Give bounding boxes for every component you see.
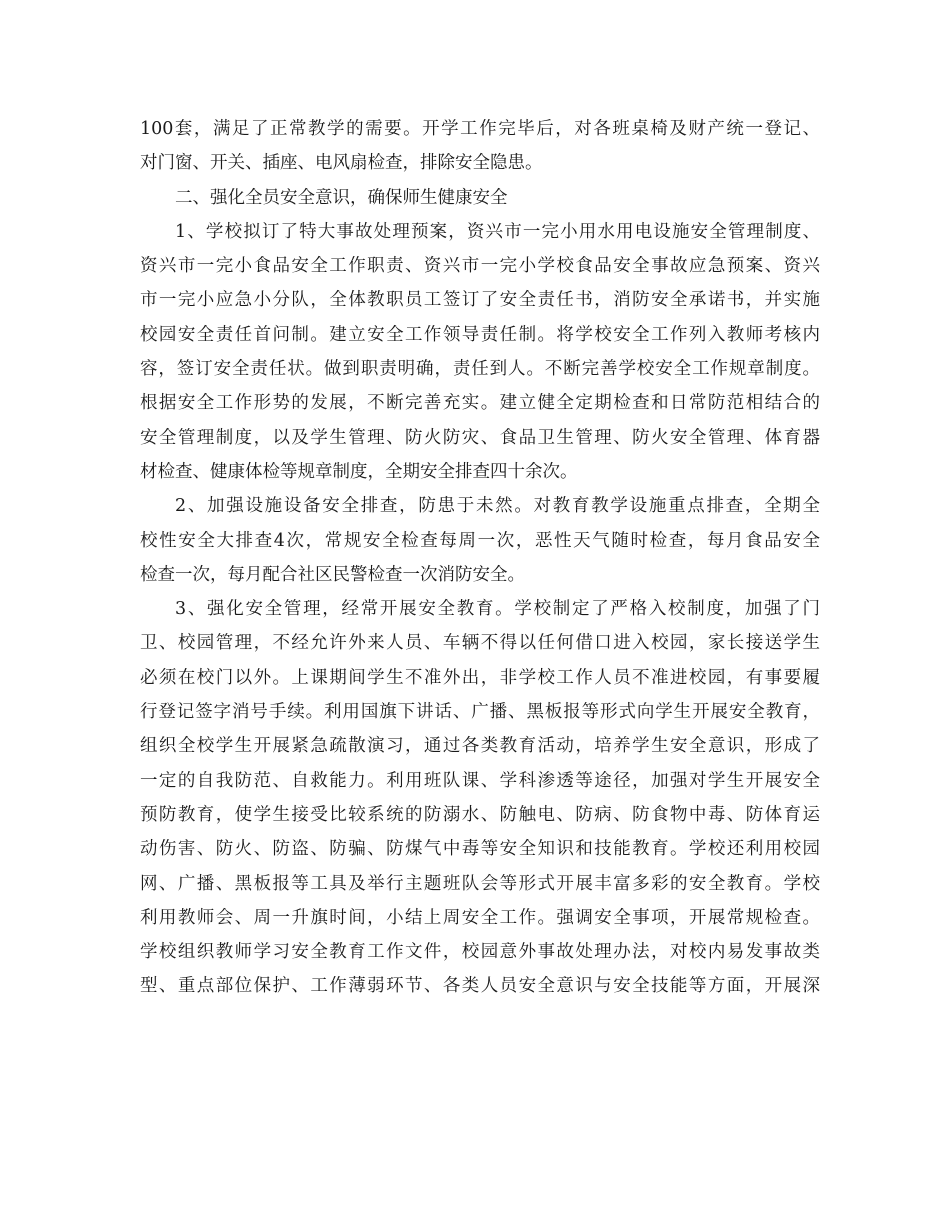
text-line: 网、广播、黑板报等工具及举行主题班队会等形式开展丰富多彩的安全教育。学校 [140, 873, 820, 894]
text-line: 动伤害、防火、防盗、防骗、防煤气中毒等安全知识和技能教育。学校还利用校园 [140, 839, 820, 860]
text-line: 根据安全工作形势的发展，不断完善充实。建立健全定期检查和日常防范相结合的 [140, 393, 820, 414]
text-line: 1、学校拟订了特大事故处理预案，资兴市一完小用水用电设施安全管理制度、 [175, 221, 820, 242]
text-line: 校性安全大排查4次，常规安全检查每周一次，恶性天气随时检查，每月食品安全 [140, 530, 820, 551]
text-line: 一定的自我防范、自救能力。利用班队课、学科渗透等途径，加强对学生开展安全 [140, 770, 820, 791]
text-line: 100套，满足了正常教学的需要。开学工作完毕后，对各班桌椅及财产统一登记、 [140, 119, 820, 139]
text-line: 预防教育，使学生接受比较系统的防溺水、防触电、防病、防食物中毒、防体育运 [140, 804, 820, 825]
text-line: 校园安全责任首问制。建立安全工作领导责任制。将学校安全工作列入教师考核内 [140, 324, 820, 345]
text-line: 学校组织教师学习安全教育工作文件，校园意外事故处理办法，对校内易发事故类 [140, 942, 820, 963]
text-line: 安全管理制度，以及学生管理、防火防灾、食品卫生管理、防火安全管理、体育器 [140, 427, 820, 448]
text-line: 行登记签字消号手续。利用国旗下讲话、广播、黑板报等形式向学生开展安全教育， [140, 702, 820, 723]
text-line: 组织全校学生开展紧急疏散演习，通过各类教育活动，培养学生安全意识，形成了 [140, 736, 820, 757]
text-line: 必须在校门以外。上课期间学生不准外出，非学校工作人员不准进校园，有事要履 [140, 667, 820, 688]
text-line: 3、强化安全管理，经常开展安全教育。学校制定了严格入校制度，加强了门 [175, 599, 820, 620]
section-heading: 二、强化全员安全意识，确保师生健康安全 [175, 187, 508, 208]
text-line: 容，签订安全责任状。做到职责明确，责任到人。不断完善学校安全工作规章制度。 [140, 359, 820, 380]
text-line: 卫、校园管理，不经允许外来人员、车辆不得以任何借口进入校园，家长接送学生 [140, 633, 820, 654]
text-line: 检查一次，每月配合社区民警检查一次消防安全。 [140, 564, 525, 585]
text-line: 材检查、健康体检等规章制度，全期安全排查四十余次。 [140, 461, 578, 482]
text-line: 型、重点部位保护、工作薄弱环节、各类人员安全意识与安全技能等方面，开展深 [140, 976, 820, 997]
text-line: 2、加强设施设备安全排查，防患于未然。对教育教学设施重点排查，全期全 [175, 496, 820, 517]
document-body [140, 112, 820, 1004]
text-line: 对门窗、开关、插座、电风扇检查，排除安全隐患。 [140, 153, 543, 174]
text-line: 资兴市一完小食品安全工作职责、资兴市一完小学校食品安全事故应急预案、资兴 [140, 256, 820, 277]
text-line: 利用教师会、周一升旗时间，小结上周安全工作。强调安全事项，开展常规检查。 [140, 907, 820, 928]
text-line: 市一完小应急小分队，全体教职员工签订了安全责任书，消防安全承诺书，并实施 [140, 290, 820, 311]
